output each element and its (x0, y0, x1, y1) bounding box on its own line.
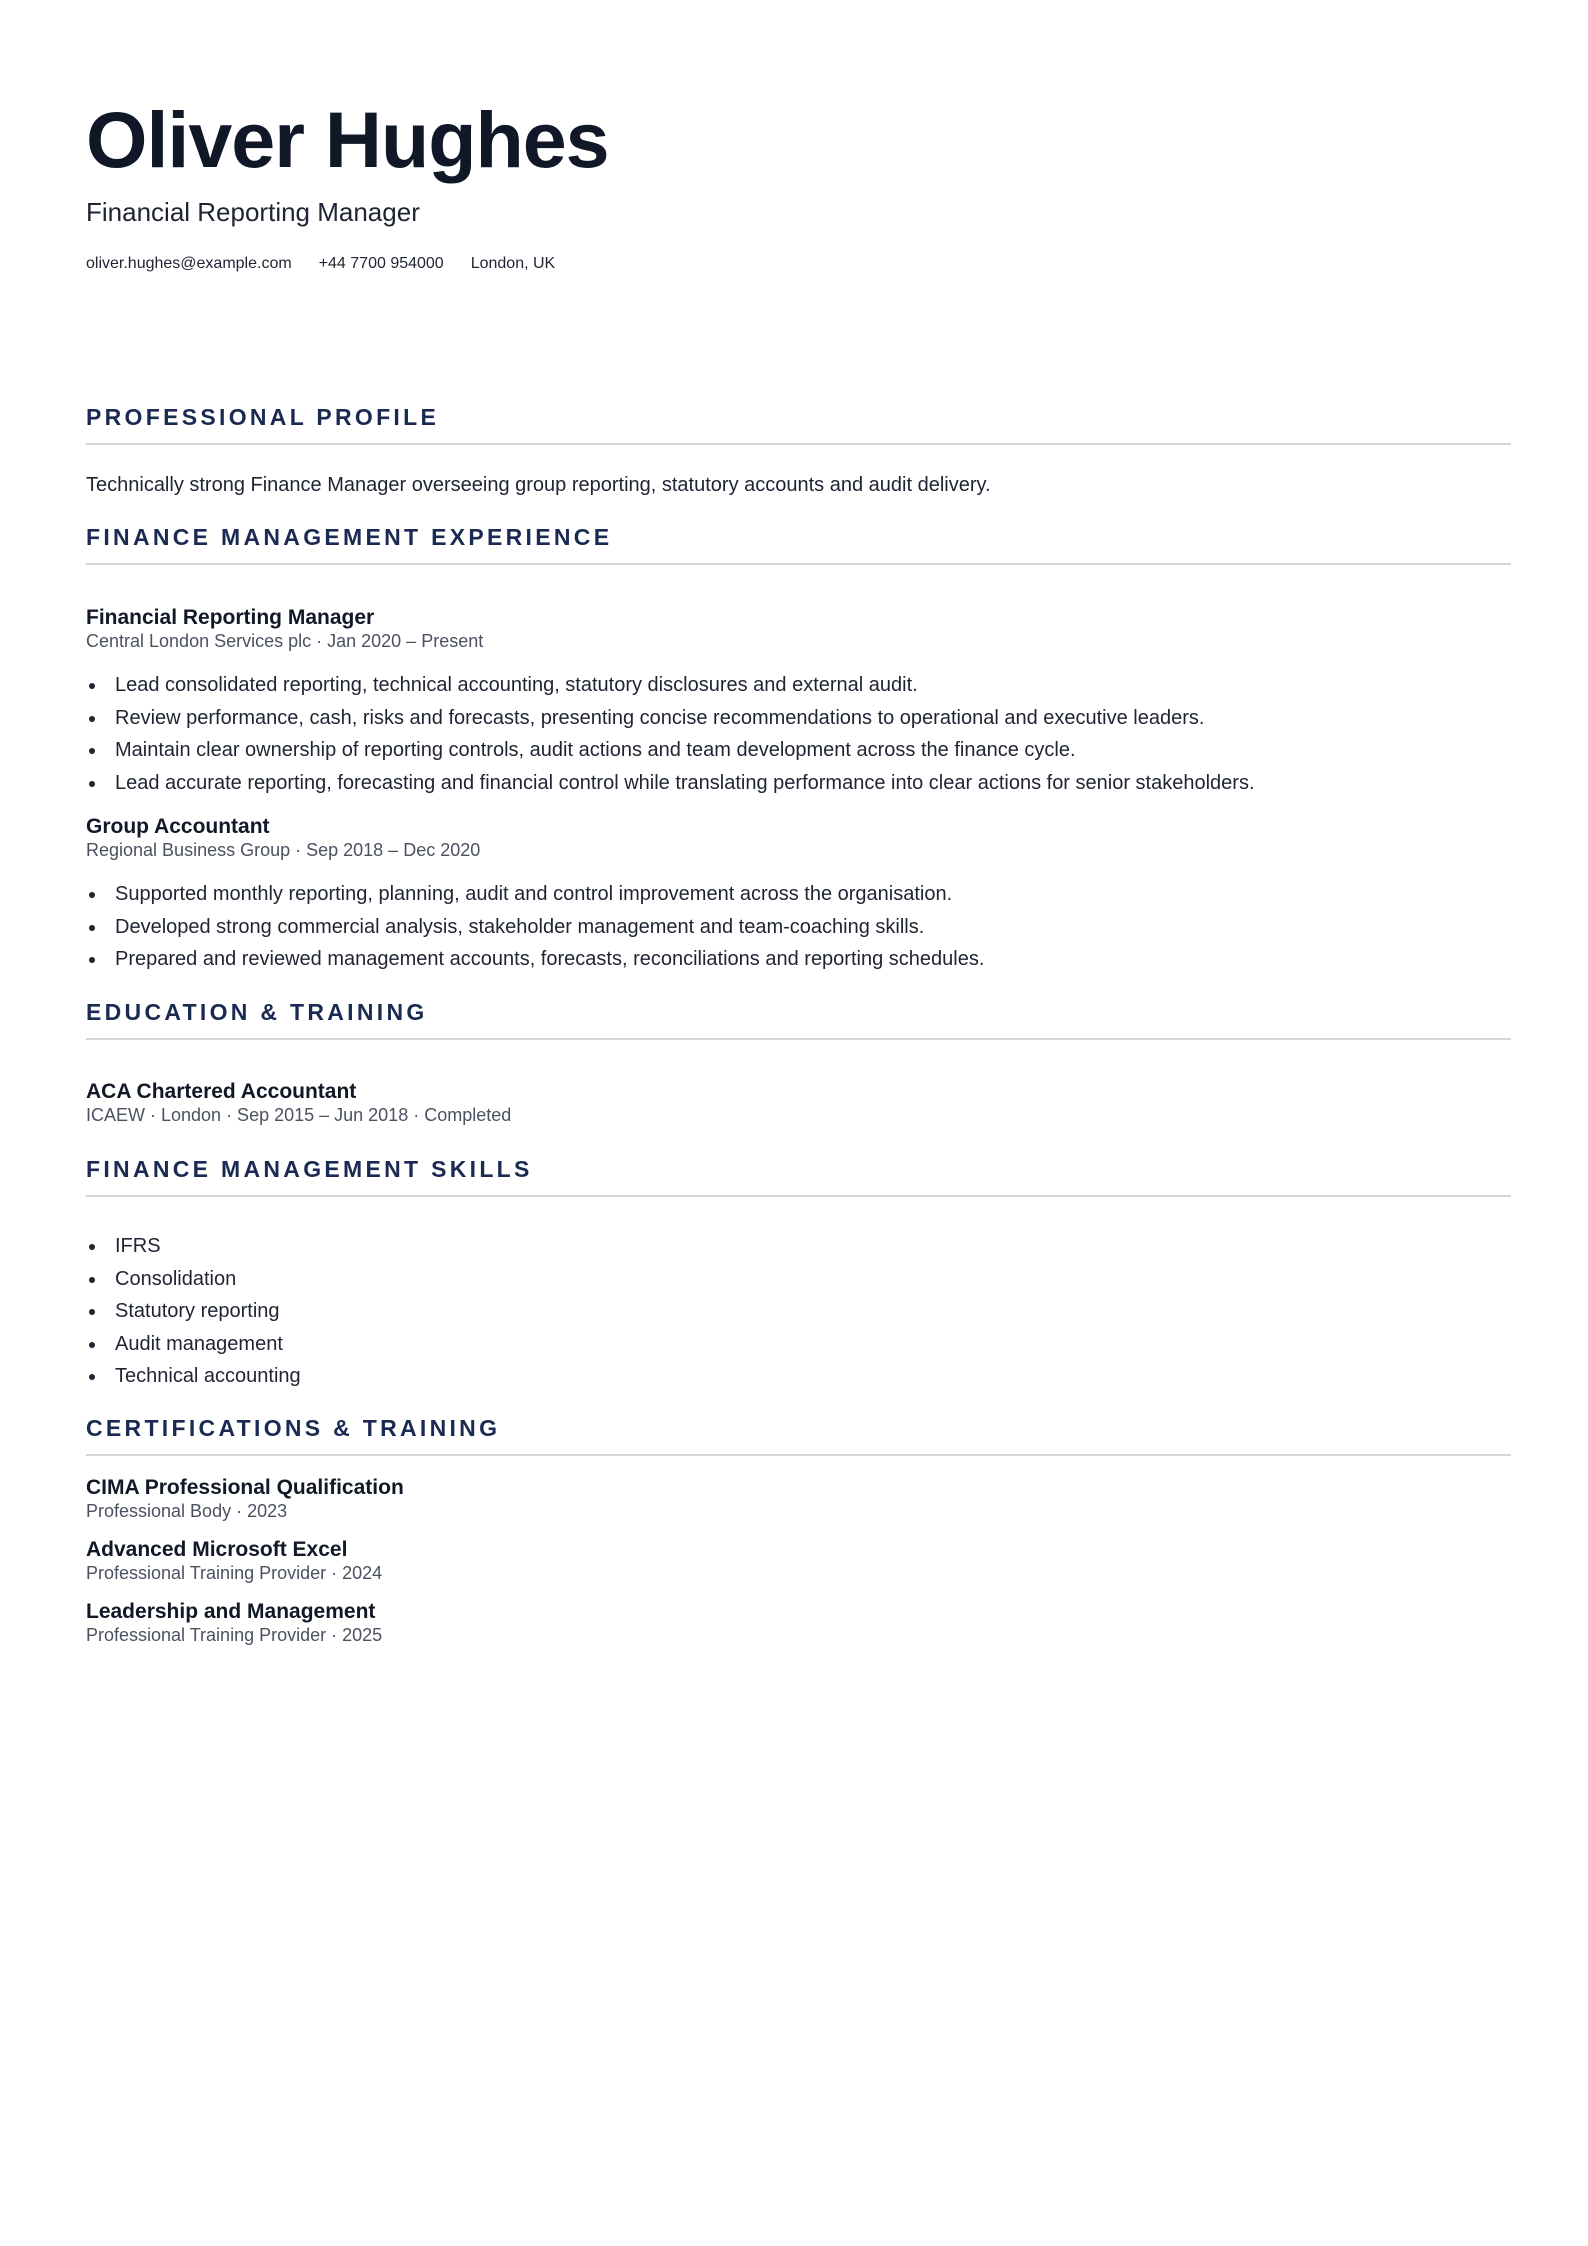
section-divider (86, 1454, 1511, 1456)
certifications-section (86, 1414, 1511, 1646)
list-item: Review performance, cash, risks and forecasts, presenting concise recommendations to operational and executive leaders. (86, 702, 1511, 735)
education-entry (86, 1080, 1511, 1126)
profile-summary: Technically strong Finance Manager overseeing group reporting, statutory accounts and audit delivery. (86, 474, 991, 496)
certification-meta: Professional Training Provider · 2024 (86, 1563, 383, 1583)
section-title: FINANCE MANAGEMENT EXPERIENCE (86, 524, 613, 550)
certification-meta: Professional Training Provider · 2025 (86, 1625, 383, 1645)
list-item: Lead consolidated reporting, technical accounting, statutory disclosures and external audit. (86, 669, 1511, 702)
certification-entry (86, 1600, 1511, 1646)
experience-section (86, 523, 1511, 976)
certification-meta: Professional Body · 2023 (86, 1501, 288, 1521)
job-bullets (86, 669, 1511, 799)
skills-list (86, 1230, 1511, 1393)
job-entry (86, 815, 1511, 976)
education-meta: ICAEW · London · Sep 2015 – Jun 2018 · Completed (86, 1105, 512, 1125)
job-entry (86, 606, 1511, 799)
candidate-name: Oliver Hughes (86, 95, 609, 184)
list-item: Consolidation (86, 1263, 1511, 1296)
certification-entry (86, 1538, 1511, 1584)
job-meta: Central London Services plc · Jan 2020 – Present (86, 631, 484, 651)
certification-entry (86, 1476, 1511, 1522)
section-title: EDUCATION & TRAINING (86, 999, 428, 1025)
list-item: Prepared and reviewed management accounts, forecasts, reconciliations and reporting schedules. (86, 943, 1511, 976)
certification-title: Leadership and Management (86, 1600, 376, 1623)
education-title: ACA Chartered Accountant (86, 1080, 357, 1103)
section-divider (86, 1195, 1511, 1197)
contact-email[interactable]: oliver.hughes@example.com (86, 255, 292, 272)
section-title: CERTIFICATIONS & TRAINING (86, 1415, 501, 1441)
job-bullets (86, 878, 1511, 976)
list-item: Technical accounting (86, 1360, 1511, 1393)
job-title: Financial Reporting Manager (86, 606, 375, 629)
job-title: Group Accountant (86, 815, 270, 838)
list-item: Supported monthly reporting, planning, audit and control improvement across the organisation. (86, 878, 1511, 911)
certification-title: Advanced Microsoft Excel (86, 1538, 348, 1561)
list-item: Developed strong commercial analysis, stakeholder management and team-coaching skills. (86, 911, 1511, 944)
contact-row (86, 254, 555, 274)
list-item: Statutory reporting (86, 1295, 1511, 1328)
certification-title: CIMA Professional Qualification (86, 1476, 404, 1499)
section-title: FINANCE MANAGEMENT SKILLS (86, 1156, 533, 1182)
job-meta: Regional Business Group · Sep 2018 – Dec 2020 (86, 840, 481, 860)
education-section (86, 998, 1511, 1126)
section-divider (86, 1038, 1511, 1040)
section-divider (86, 443, 1511, 445)
skills-section (86, 1155, 1511, 1393)
list-item: Maintain clear ownership of reporting controls, audit actions and team development across the finance cycle. (86, 734, 1511, 767)
list-item: Audit management (86, 1328, 1511, 1361)
list-item: IFRS (86, 1230, 1511, 1263)
profile-section (86, 403, 1511, 498)
list-item: Lead accurate reporting, forecasting and financial control while translating performance into clear actions for senior stakeholders. (86, 767, 1511, 800)
section-divider (86, 563, 1511, 565)
candidate-headline: Financial Reporting Manager (86, 197, 420, 227)
contact-location: London, UK (470, 255, 556, 272)
section-title: PROFESSIONAL PROFILE (86, 404, 440, 430)
contact-phone[interactable]: +44 7700 954000 (318, 255, 444, 272)
